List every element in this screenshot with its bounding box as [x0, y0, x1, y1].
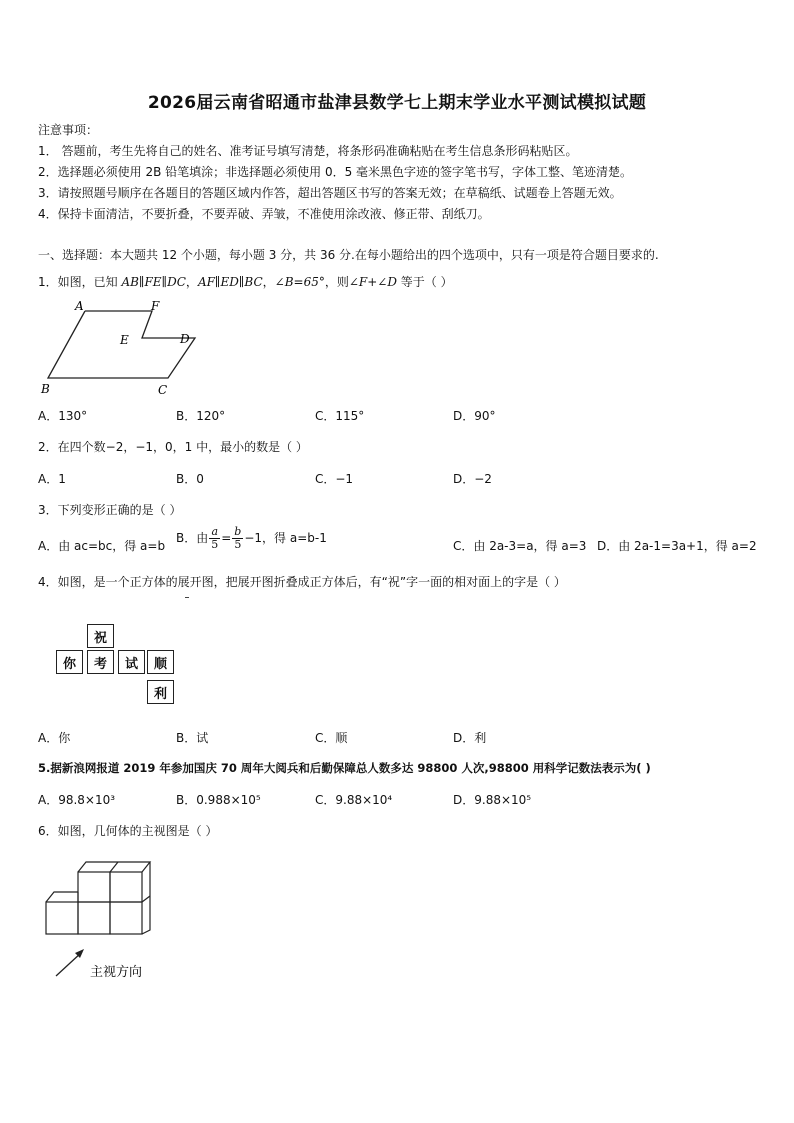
q6-solid-figure: [40, 852, 170, 984]
net-cell-bottom: 利: [147, 680, 174, 704]
q1-cond1: AB∥FE∥DC: [121, 275, 186, 289]
question-2-stem: 2．在四个数−2，−1，0，1 中，最小的数是（ ）: [38, 440, 308, 454]
q3-frac2-den: 5: [234, 538, 242, 551]
q3-option-b-prefix: B．由: [176, 531, 209, 545]
q4-option-c[interactable]: C．顺: [315, 731, 348, 745]
q3-option-a[interactable]: A．由 ac=bc，得 a=b: [38, 539, 166, 553]
q2-option-b[interactable]: B．0: [176, 472, 204, 486]
question-4-stem: 4．如图，是一个正方体的展开图，把展开图折叠成正方体后，有“祝”字一面的相对面上的字是（ ）: [38, 575, 566, 589]
q3-option-b[interactable]: [176, 526, 327, 551]
q1-mid: ，则: [324, 275, 349, 289]
page-title: 2026届云南省昭通市盐津县数学七上期末学业水平测试模拟试题: [147, 93, 647, 113]
q3-frac1-num: a: [211, 525, 219, 538]
net-cell-row-3: 试: [118, 650, 145, 674]
q1-option-b[interactable]: B．120°: [176, 409, 226, 423]
q1-cond2: AF∥ED∥BC: [197, 275, 263, 289]
net-cell-row-1: 你: [56, 650, 83, 674]
stray-mark: [185, 597, 189, 598]
q6-cube-outlines: [46, 862, 150, 934]
q3-fraction-b-over-5: [232, 526, 243, 551]
question-5-stem: 5.据新浪网报道 2019 年参加国庆 70 周年大阅兵和后勤保障总人数多达 98800 人次,98800 用科学记数法表示为( ): [38, 761, 651, 775]
q1-label-a: A: [75, 299, 84, 313]
q2-option-c[interactable]: C．−1: [315, 472, 354, 486]
note-item-4: 4．保持卡面清洁，不要折叠，不要弄破、弄皱，不准使用涂改液、修正带、刮纸刀。: [38, 207, 490, 221]
q1-label-e: E: [120, 333, 129, 347]
q1-ask: ∠F+∠D: [348, 275, 397, 289]
q5-option-d[interactable]: D．9.88×10⁵: [453, 793, 532, 807]
q1-option-a[interactable]: A．130°: [38, 409, 88, 423]
q1-label-c: C: [158, 383, 168, 397]
net-cell-row-2: 考: [87, 650, 114, 674]
q3-frac1-den: 5: [211, 538, 219, 551]
q1-label-d: D: [180, 332, 190, 346]
q3-frac2-num: b: [234, 525, 242, 538]
q5-option-b[interactable]: B．0.988×10⁵: [176, 793, 261, 807]
q6-direction-label: 主视方向: [90, 965, 143, 980]
q1-label-f: F: [151, 299, 160, 313]
q1-prefix: 1．如图，已知: [38, 275, 122, 289]
q1-figure: [38, 296, 208, 398]
q3-equals: =: [221, 531, 232, 545]
q3-fraction-a-over-5: [209, 526, 220, 551]
q4-option-b[interactable]: B．试: [176, 731, 209, 745]
note-item-1: 1． 答题前，考生先将自己的姓名、准考证号填写清楚，将条形码准确粘贴在考生信息条形码粘贴区。: [38, 144, 578, 158]
q1-suffix: 等于（ ）: [396, 275, 453, 289]
q3-option-b-suffix: ，得 a=b-1: [262, 531, 327, 545]
q4-option-d[interactable]: D．利: [453, 731, 487, 745]
q3-option-c[interactable]: C．由 2a-3=a，得 a=3: [453, 539, 587, 553]
q1-label-b: B: [41, 382, 50, 396]
note-item-3: 3．请按照题号顺序在各题目的答题区域内作答，超出答题区书写的答案无效；在草稿纸、试题卷上答题无效。: [38, 186, 622, 200]
q1-option-d[interactable]: D．90°: [453, 409, 496, 423]
q1-cond3: ∠B=65°: [274, 275, 325, 289]
q2-option-a[interactable]: A．1: [38, 472, 66, 486]
q5-option-a[interactable]: A．98.8×10³: [38, 793, 116, 807]
q3-minus-one: −1: [244, 531, 263, 545]
net-cell-row-4: 顺: [147, 650, 174, 674]
q1-option-c[interactable]: C．115°: [315, 409, 365, 423]
question-6-stem: 6．如图，几何体的主视图是（ ）: [38, 824, 218, 838]
q5-option-c[interactable]: C．9.88×10⁴: [315, 793, 393, 807]
q3-option-d[interactable]: D．由 2a-1=3a+1，得 a=2: [597, 539, 757, 553]
q1-sep2: ，: [262, 275, 275, 289]
question-1-stem: [38, 273, 453, 290]
notes-heading: 注意事项：: [38, 123, 99, 137]
q4-option-a[interactable]: A．你: [38, 731, 71, 745]
section-heading: 一、选择题：本大题共 12 个小题，每小题 3 分，共 36 分.在每小题给出的四个选项中，只有一项是符合题目要求的.: [38, 248, 659, 262]
q4-cube-net: [56, 624, 176, 708]
note-item-2: 2．选择题必须使用 2B 铅笔填涂；非选择题必须使用 0．5 毫米黑色字迹的签字笔书写，字体工整、笔迹清楚。: [38, 165, 633, 179]
q1-sep1: ，: [185, 275, 198, 289]
net-cell-top: 祝: [87, 624, 114, 648]
question-3-stem: 3．下列变形正确的是（ ）: [38, 503, 182, 517]
q2-option-d[interactable]: D．−2: [453, 472, 492, 486]
